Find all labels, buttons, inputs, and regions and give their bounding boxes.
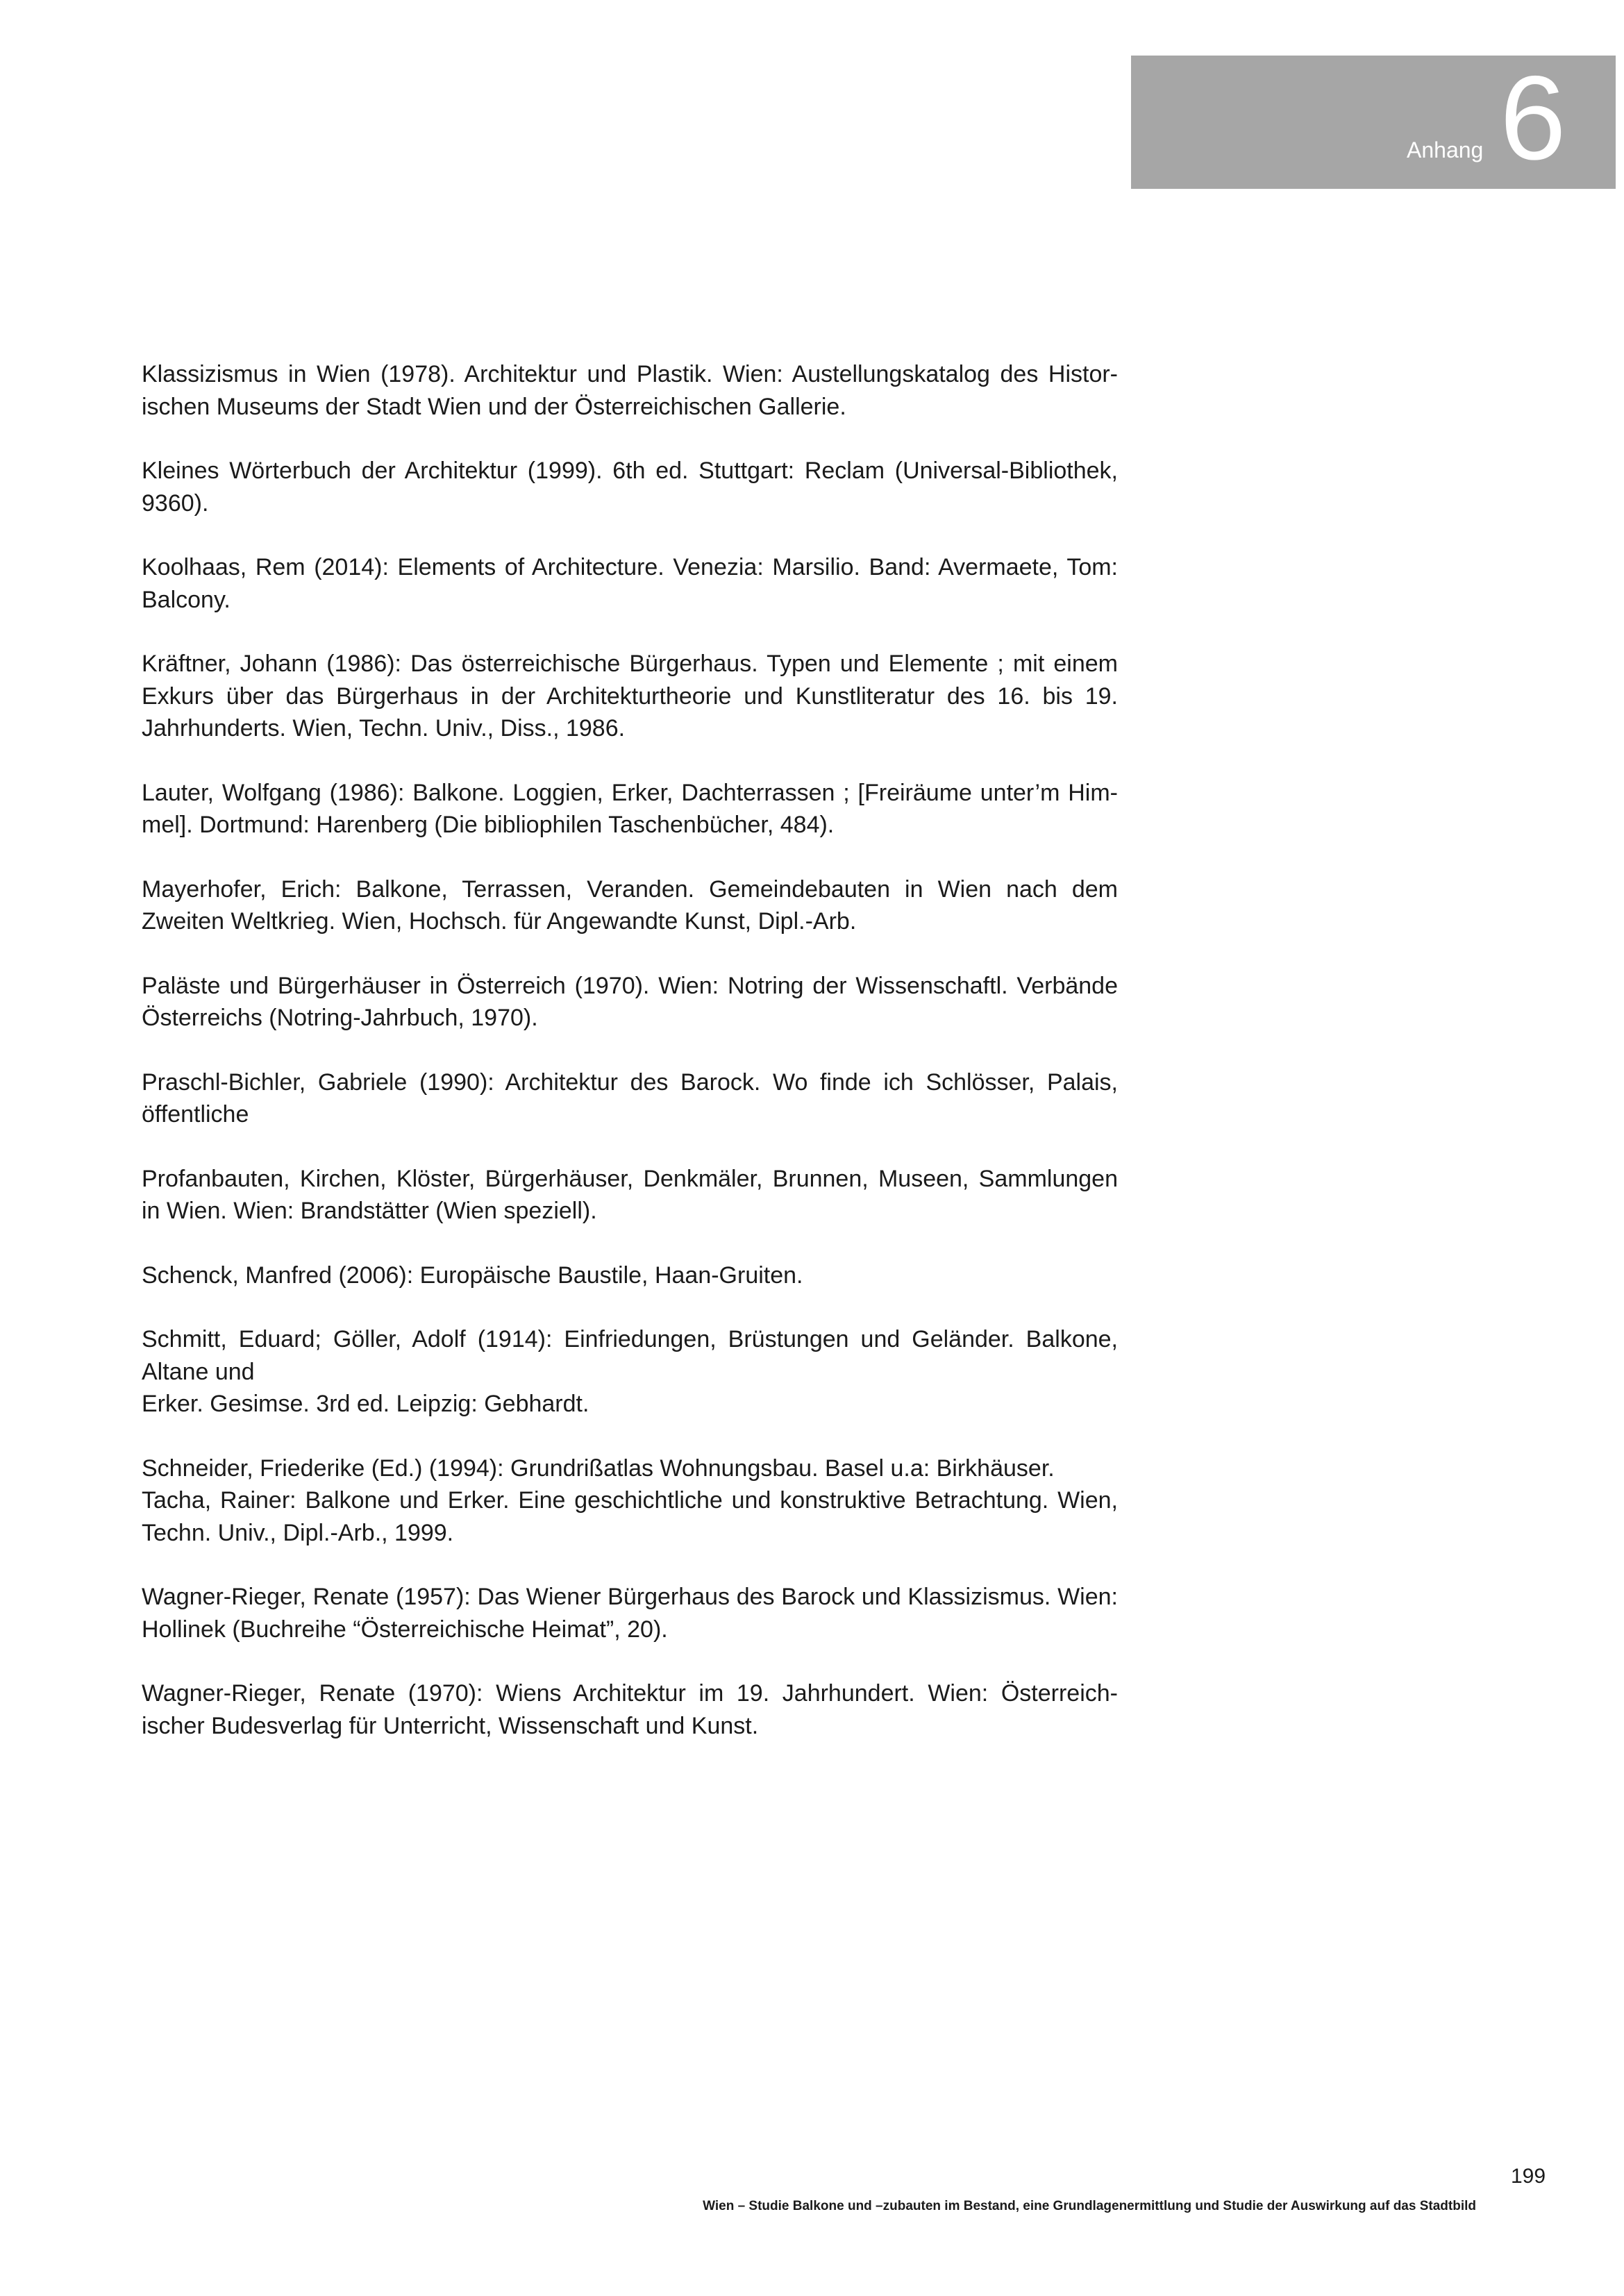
reference-entry <box>142 1066 1118 1131</box>
reference-list <box>142 358 1118 1774</box>
reference-entry <box>142 873 1118 938</box>
reference-entry <box>142 455 1118 519</box>
reference-line: Schneider, Friederike (Ed.) (1994): Grundrißatlas Wohnungsbau. Basel u.a: Birkhäuser. <box>142 1455 1055 1482</box>
reference-entry <box>142 1259 1118 1292</box>
reference-line: Schmitt, Eduard; Göller, Adolf (1914): Einfriedungen, Brüstungen und Geländer. Balkone, Altane und <box>142 1326 1118 1385</box>
footer-text: Wien – Studie Balkone und –zubauten im Bestand, eine Grundlagenermittlung und Studie der Auswirkung auf das Stadtbild <box>703 2199 1476 2213</box>
reference-entry <box>142 1163 1118 1227</box>
reference-entry <box>142 970 1118 1034</box>
reference-entry <box>142 1452 1118 1550</box>
chapter-number: 6 <box>1500 51 1566 185</box>
reference-entry <box>142 1677 1118 1742</box>
reference-line: Koolhaas, Rem (2014): Elements of Architecture. Venezia: Marsilio. Band: Avermaete, Tom: Balcony. <box>142 554 1118 613</box>
reference-line: Kräftner, Johann (1986): Das österreichische Bürgerhaus. Typen und Elemente ; mit einem Exkurs über das Bürgerhaus in der Architekturtheorie und Kunstliteratur des 16. bis 19. Jahrhunderts. Wien, Techn. Univ., Diss., 1986. <box>142 651 1118 741</box>
reference-line: Wagner-Rieger, Renate (1970): Wiens Architektur im 19. Jahrhundert. Wien: Österreich- ischer Budesverlag für Unterricht, Wissenschaft und Kunst. <box>142 1680 1118 1739</box>
reference-entry <box>142 551 1118 616</box>
reference-entry <box>142 358 1118 423</box>
reference-line: Tacha, Rainer: Balkone und Erker. Eine geschichtliche und konstruktive Betrachtung. Wien, Techn. Univ., Dipl.-Arb., 1999. <box>142 1487 1118 1546</box>
reference-line: Profanbauten, Kirchen, Klöster, Bürgerhäuser, Denkmäler, Brunnen, Museen, Sammlungen in Wien. Wien: Brandstätter (Wien speziell). <box>142 1165 1118 1224</box>
reference-line: Klassizismus in Wien (1978). Architektur und Plastik. Wien: Austellungskatalog des Histor- ischen Museums der Stadt Wien und der Österreichischen Gallerie. <box>142 361 1118 420</box>
reference-line: Erker. Gesimse. 3rd ed. Leipzig: Gebhardt. <box>142 1391 589 1417</box>
reference-line: Paläste und Bürgerhäuser in Österreich (1970). Wien: Notring der Wissenschaftl. Verbände Österreichs (Notring-Jahrbuch, 1970). <box>142 972 1118 1031</box>
reference-line: Kleines Wörterbuch der Architektur (1999). 6th ed. Stuttgart: Reclam (Universal-Bibliothek, 9360). <box>142 458 1118 517</box>
reference-line: Lauter, Wolfgang (1986): Balkone. Loggien, Erker, Dachterrassen ; [Freiräume unter’m Him- mel]. Dortmund: Harenberg (Die bibliophilen Taschenbücher, 484). <box>142 779 1118 838</box>
reference-line: Schenck, Manfred (2006): Europäische Baustile, Haan-Gruiten. <box>142 1262 803 1289</box>
page-number: 199 <box>1511 2165 1546 2188</box>
reference-line: Wagner-Rieger, Renate (1957): Das Wiener Bürgerhaus des Barock und Klassizismus. Wien: Hollinek (Buchreihe “Österreichische Heimat”, 20). <box>142 1584 1118 1643</box>
reference-entry <box>142 1581 1118 1645</box>
reference-line: Praschl-Bichler, Gabriele (1990): Architektur des Barock. Wo finde ich Schlösser, Palais, öffentliche <box>142 1069 1118 1128</box>
reference-line: Mayerhofer, Erich: Balkone, Terrassen, Veranden. Gemeindebauten in Wien nach dem Zweiten Weltkrieg. Wien, Hochsch. für Angewandte Kunst, Dipl.-Arb. <box>142 875 1118 935</box>
reference-entry <box>142 777 1118 841</box>
chapter-label: Anhang <box>1407 137 1484 162</box>
reference-entry <box>142 648 1118 745</box>
reference-entry <box>142 1323 1118 1421</box>
